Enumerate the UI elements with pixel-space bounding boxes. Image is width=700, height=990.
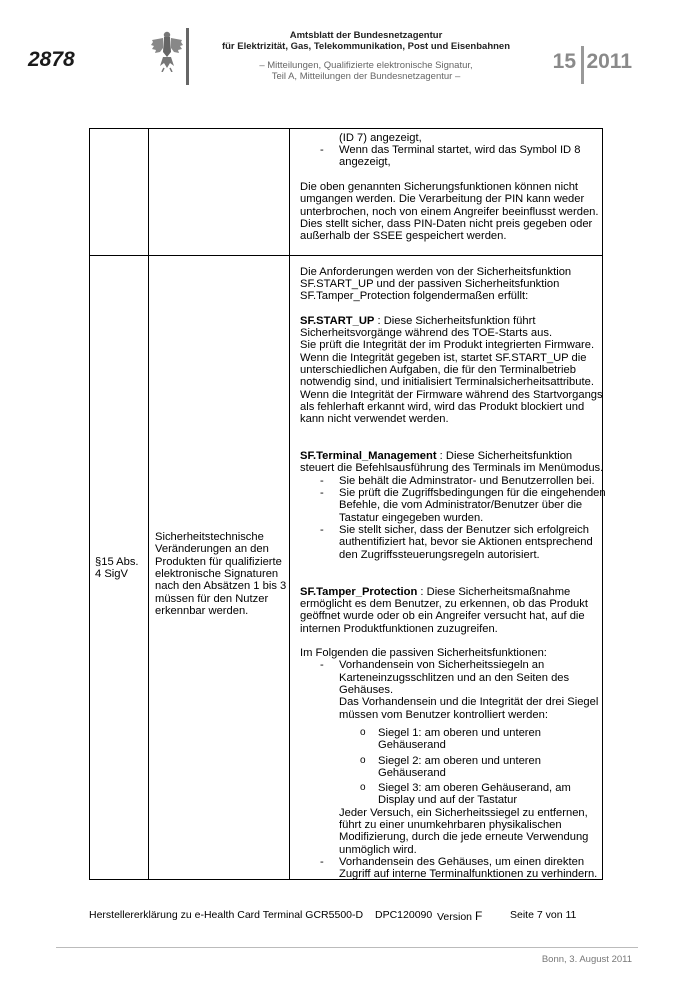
page-number: 2878 <box>28 48 75 71</box>
table-line: Vorhandensein von Sicherheitssiegeln an <box>339 659 545 671</box>
footer-date: Bonn, 3. August 2011 <box>541 954 632 965</box>
table-line: Siegel 3: am oberen Gehäuserand, am <box>378 782 571 794</box>
table-line: als fehlerhaft erkannt wird, wird das Produkt blockiert und <box>300 401 585 413</box>
table-line: außerhalb der SSEE gespeichert werden. <box>300 230 507 242</box>
gazette-subtitle: – Mitteilungen, Qualifizierte elektronische Signatur, Teil A, Mitteilungen der Bundesnetzagentur – <box>259 60 473 82</box>
requirement-cell: Produkten für qualifizierte <box>155 556 282 568</box>
table-line: führt zu einer unumkehrbaren physikalischen <box>339 819 562 831</box>
issue-divider <box>581 46 584 84</box>
table-line: Siegel 2: am oberen und unteren <box>378 755 541 767</box>
table-line: internen Produktfunktionen zuzugreifen. <box>300 623 498 635</box>
table-line: Befehle, die vom Administrator/Benutzer über die <box>339 499 583 511</box>
row-divider <box>90 255 602 256</box>
table-line: Tastatur eingegeben wurden. <box>339 512 484 524</box>
table-line: unterbrochen, noch von einem Angreifer beeinflusst werden. <box>300 206 599 218</box>
table-line: Im Folgenden die passiven Sicherheitsfunktionen: <box>300 647 547 659</box>
table-line: kann nicht verwendet werden. <box>300 413 449 425</box>
requirement-cell: elektronische Signaturen <box>155 568 279 580</box>
bullet-circle: o <box>360 727 366 738</box>
table-line: Die Anforderungen werden von der Sicherheitsfunktion <box>300 266 572 278</box>
reference-cell: 4 SigV <box>95 568 128 580</box>
footer-page: Seite 7 von 11 <box>510 909 577 921</box>
table-line: Sie prüft die Integrität der im Produkt integrierten Firmware. <box>300 339 595 351</box>
table-line: Vorhandensein des Gehäuses, um einen direkten <box>339 856 585 868</box>
issue-badge <box>512 46 632 86</box>
table-line: Siegel 1: am oberen und unteren <box>378 727 541 739</box>
bullet-dash: - <box>320 144 324 156</box>
table-line: ermöglicht es dem Benutzer, zu erkennen, ob das Produkt <box>300 598 588 610</box>
table-line: SF.START_UP und der passiven Sicherheitsfunktion <box>300 278 560 290</box>
table-line: steuert die Befehlsausführung des Terminals im Menümodus. <box>300 462 604 474</box>
table-line: Gehäuses. <box>339 684 394 696</box>
footer-doc-id: DPC120090 <box>375 909 433 921</box>
federal-eagle-icon <box>150 30 184 72</box>
table-line: müssen vom Benutzer kontrolliert werden: <box>339 709 548 721</box>
bullet-dash: - <box>320 659 324 671</box>
column-divider-2 <box>289 129 290 879</box>
header-divider <box>186 28 189 85</box>
footer-version: Version F <box>437 909 483 923</box>
table-line: Zugriff auf interne Terminalfunktionen zu verhindern. <box>339 868 598 880</box>
table-line: Sie behält die Adminstrator- und Benutzerrollen bei. <box>339 475 595 487</box>
footer-divider <box>56 947 638 948</box>
bullet-circle: o <box>360 755 366 766</box>
table-line: angezeigt, <box>339 156 391 168</box>
table-line: Modifizierung, durch die jede erneute Verwendung <box>339 831 589 843</box>
table-line: notwendig sind, und initialisiert Terminalsicherheitsattribute. <box>300 376 594 388</box>
requirement-cell: müssen für den Nutzer <box>155 593 269 605</box>
requirement-cell: erkennbar werden. <box>155 605 249 617</box>
table-line: Wenn die Integrität der Firmware während des Startvorgangs <box>300 389 603 401</box>
gazette-title: Amtsblatt der Bundesnetzagentur für Elektrizität, Gas, Telekommunikation, Post und Eisenbahnen <box>221 30 511 52</box>
table-line: Karteneinzugsschlitzen und an den Seiten des <box>339 672 570 684</box>
bullet-dash: - <box>320 856 324 868</box>
bullet-circle: o <box>360 782 366 793</box>
table-line: Display und auf der Tastatur <box>378 794 518 806</box>
table-line: Dies stellt sicher, dass PIN-Daten nicht preis gegeben oder <box>300 218 593 230</box>
table-line: geöffnet wurde oder ob ein Angreifer versucht hat, auf die <box>300 610 585 622</box>
bullet-dash: - <box>320 487 324 499</box>
table-line: Jeder Versuch, ein Sicherheitssiegel zu entfernen, <box>339 807 588 819</box>
table-line: unterschiedlichen Aufgaben, die für den Terminalbetrieb <box>300 364 576 376</box>
management-heading: SF.Terminal_Management : Diese Sicherheitsfunktion <box>300 450 573 462</box>
table-line: unmöglich wird. <box>339 844 417 856</box>
table-line: authentifiziert hat, bevor sie Aktionen entsprechend <box>339 536 593 548</box>
startup-heading: SF.START_UP : Diese Sicherheitsfunktion führt <box>300 315 536 327</box>
table-line: (ID 7) angezeigt, <box>339 132 422 144</box>
reference-cell: §15 Abs. <box>95 556 139 568</box>
requirement-cell: Sicherheitstechnische <box>155 531 264 543</box>
column-divider-1 <box>148 129 149 879</box>
requirements-table <box>89 128 606 880</box>
table-line: umgangen werden. Die Verarbeitung der PIN kann weder <box>300 193 585 205</box>
table-line: Wenn die Integrität gegeben ist, startet SF.START_UP die <box>300 352 587 364</box>
bullet-dash: - <box>320 524 324 536</box>
table-line: Sie stellt sicher, dass der Benutzer sich erfolgreich <box>339 524 589 536</box>
table-line: den Zugriffssteuerungsregeln autorisiert. <box>339 549 540 561</box>
table-line: SF.Tamper_Protection folgendermaßen erfüllt: <box>300 290 529 302</box>
table-line: Wenn das Terminal startet, wird das Symbol ID 8 <box>339 144 581 156</box>
table-line: Sicherheitsvorgänge während des TOE-Starts aus. <box>300 327 553 339</box>
issue-number: 15 <box>552 50 576 73</box>
requirement-cell: Veränderungen an den <box>155 543 269 555</box>
tamper-heading: SF.Tamper_Protection : Diese Sicherheitsmaßnahme <box>300 586 571 598</box>
table-line: Die oben genannten Sicherungsfunktionen können nicht <box>300 181 579 193</box>
table-line: Das Vorhandensein und die Integrität der drei Siegel <box>339 696 599 708</box>
requirement-cell: nach den Absätzen 1 bis 3 <box>155 580 287 592</box>
table-line: Sie prüft die Zugriffsbedingungen für die eingehenden <box>339 487 606 499</box>
bullet-dash: - <box>320 475 324 487</box>
table-line: Gehäuserand <box>378 739 446 751</box>
table-line: Gehäuserand <box>378 767 446 779</box>
issue-year: 2011 <box>586 50 632 73</box>
footer-doc-title: Herstellererklärung zu e-Health Card Terminal GCR5500-D <box>89 909 364 921</box>
